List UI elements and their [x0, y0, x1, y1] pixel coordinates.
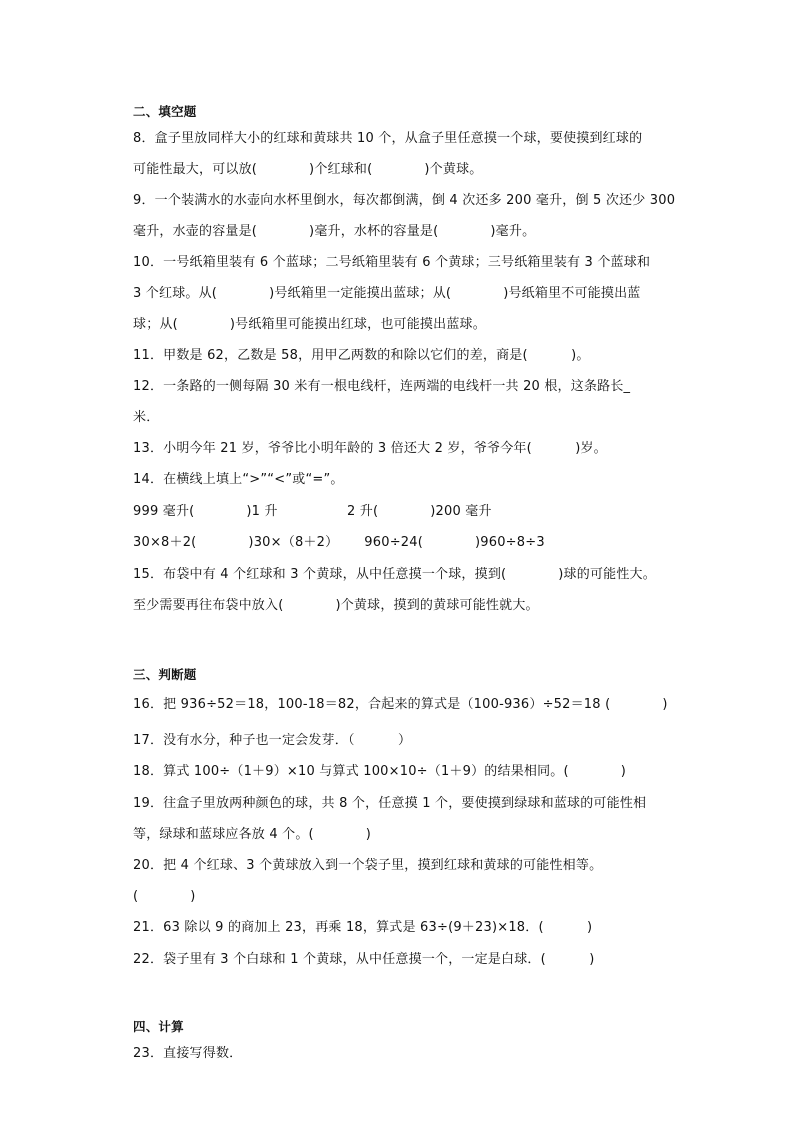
question-13: 13．小明今年 21 岁，爷爷比小明年龄的 3 倍还大 2 岁，爷爷今年( )岁。 — [133, 441, 607, 456]
question-12-line-1: 12．一条路的一侧每隔 30 米有一根电线杆，连两端的电线杆一共 20 根，这条路长_ — [133, 379, 631, 394]
question-8-line-1: 8．盒子里放同样大小的红球和黄球共 10 个，从盒子里任意摸一个球，要使摸到红球的 — [133, 131, 643, 146]
question-9-line-1: 9．一个装满水的水壶向水杯里倒水，每次都倒满，倒 4 次还多 200 毫升，倒 5 次还少 300 — [133, 193, 676, 208]
question-14-row-2: 30×8＋2( )30×（8＋2） 960÷24( )960÷8÷3 — [133, 535, 545, 550]
question-20-line-2: ( ) — [133, 889, 196, 904]
question-15-line-2: 至少需要再往布袋中放入( )个黄球，摸到的黄球可能性就大。 — [133, 598, 539, 613]
question-11: 11．甲数是 62，乙数是 58，用甲乙两数的和除以它们的差，商是( )。 — [133, 348, 590, 363]
question-17: 17．没有水分，种子也一定会发芽．（ ） — [133, 733, 412, 748]
question-14-row-1: 999 毫升( )1 升 2 升( )200 毫升 — [133, 504, 492, 519]
question-20-line-1: 20．把 4 个红球、3 个黄球放入到一个袋子里，摸到红球和黄球的可能性相等。 — [133, 858, 603, 873]
question-21: 21．63 除以 9 的商加上 23，再乘 18，算式是 63÷(9＋23)×18．( ) — [133, 920, 593, 935]
section-2-heading: 二、填空题 — [133, 104, 197, 119]
section-4-heading: 四、计算 — [133, 1019, 184, 1034]
question-9-line-2: 毫升，水壶的容量是( )毫升，水杯的容量是( )毫升。 — [133, 224, 536, 239]
section-3-heading: 三、判断题 — [133, 667, 197, 682]
question-22: 22．袋子里有 3 个白球和 1 个黄球，从中任意摸一个，一定是白球．( ) — [133, 952, 595, 967]
question-23: 23．直接写得数． — [133, 1046, 243, 1061]
question-10-line-3: 球；从( )号纸箱里可能摸出红球，也可能摸出蓝球。 — [133, 317, 486, 332]
question-14-instruction: 14．在横线上填上“>”“<”或“=”。 — [133, 472, 344, 487]
question-10-line-1: 10．一号纸箱里装有 6 个蓝球；二号纸箱里装有 6 个黄球；三号纸箱里装有 3 个蓝球和 — [133, 255, 651, 270]
question-10-line-2: 3 个红球。从( )号纸箱里一定能摸出蓝球；从( )号纸箱里不可能摸出蓝 — [133, 286, 641, 301]
question-8-line-2: 可能性最大，可以放( )个红球和( )个黄球。 — [133, 162, 483, 177]
question-12-line-2: 米． — [133, 410, 160, 425]
question-15-line-1: 15．布袋中有 4 个红球和 3 个黄球，从中任意摸一个球，摸到( )球的可能性大。 — [133, 567, 656, 582]
question-19-line-1: 19．往盒子里放两种颜色的球，共 8 个，任意摸 1 个，要使摸到绿球和蓝球的可能性相 — [133, 796, 647, 811]
question-16: 16．把 936÷52＝18，100-18＝82，合起来的算式是（100-936）÷52＝18 ( ) — [133, 697, 668, 712]
question-19-line-2: 等，绿球和蓝球应各放 4 个。( ) — [133, 827, 372, 842]
question-18: 18．算式 100÷（1＋9）×10 与算式 100×10÷（1＋9）的结果相同。( ) — [133, 764, 627, 779]
